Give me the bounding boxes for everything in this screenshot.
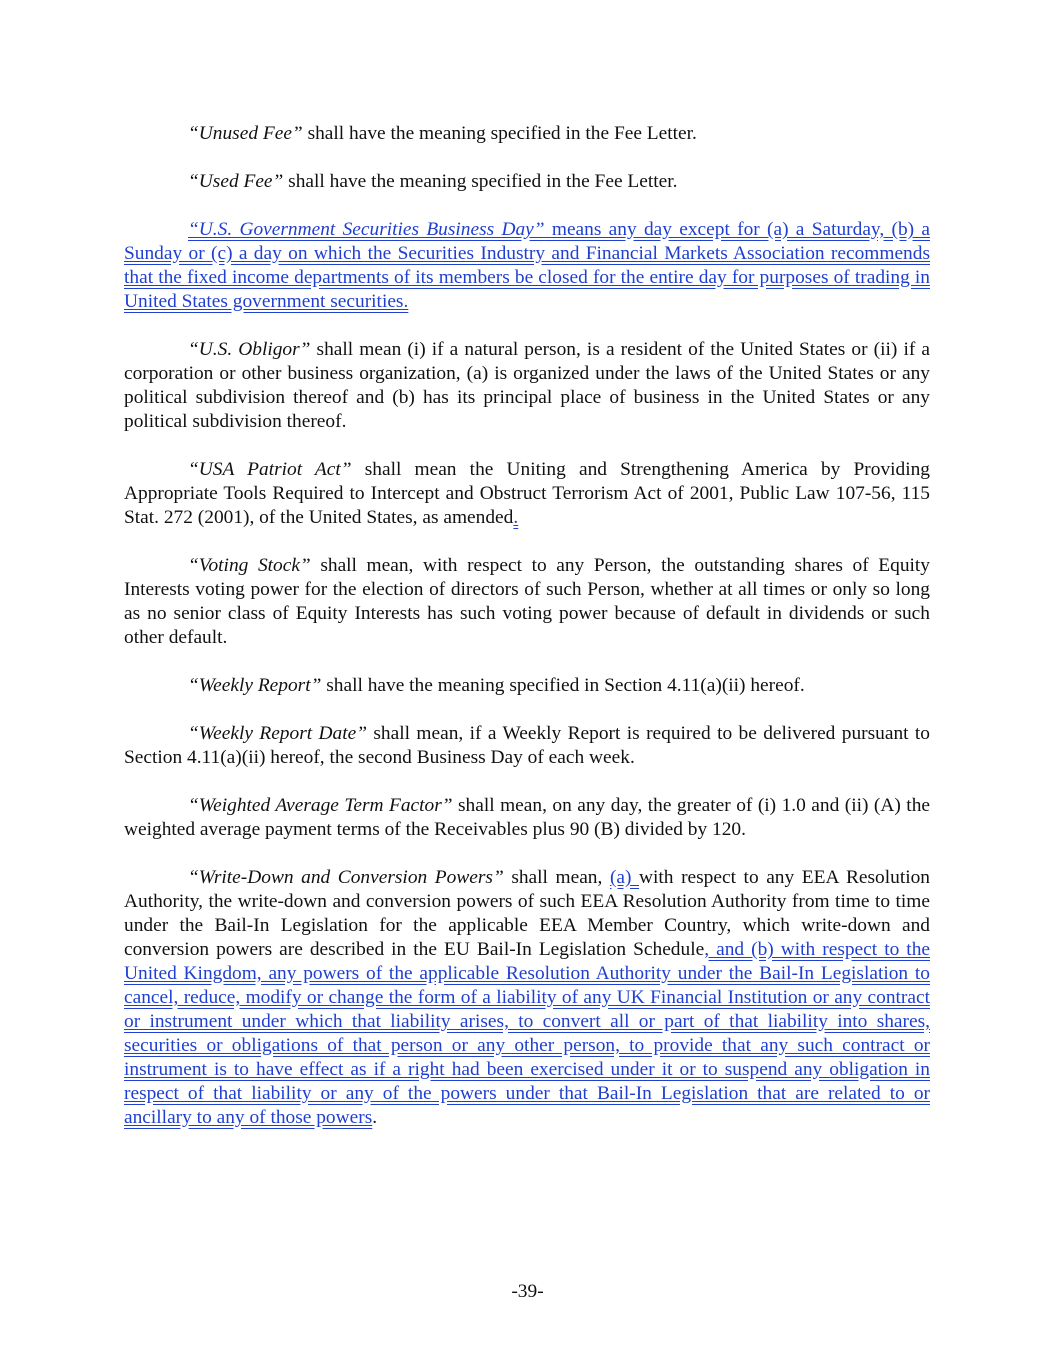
definition-text: shall have the meaning specified in the Fee Letter. (283, 171, 678, 192)
definition-text: means any day except for (a) a Saturday, (b) a Sunday or (c) a day on which the Securities Industry and Financial Markets Association recommends that the fixed income departments of its members be closed for the entire day for purposes of trading in United States government securities. (124, 219, 930, 312)
defined-term: “Used Fee” (188, 171, 284, 192)
definition-text: with respect to any EEA Resolution Authority, the write-down and conversion powers of such EEA Resolution Authority from time to time under the Bail-In Legislation for the applicable EEA Member Country, which write-down and conversion powers are described in the EU Bail-In Legislation Schedule (124, 867, 930, 960)
defined-term: “Weekly Report” (188, 675, 322, 696)
definition-text: . (372, 1107, 378, 1128)
definition-text: shall mean the Uniting and Strengthening America by Providing Appropriate Tools Required to Intercept and Obstruct Terrorism Act of 2001, Public Law 107-56, 115 Stat. 272 (2001), of the United States, as amended (124, 459, 931, 528)
page-number: -39- (511, 1281, 544, 1302)
definition-text: shall mean, with respect to any Person, the outstanding shares of Equity Interests voting power for the election of directors of such Person, whether at all times or only so long as no senior class of Equity Interests has such voting power because of default in dividends or such other default. (124, 555, 930, 648)
defined-term: “Weekly Report Date” (188, 723, 367, 744)
defined-term: “U.S. Government Securities Business Day” (188, 219, 545, 240)
defined-term: “U.S. Obligor” (188, 339, 311, 360)
defined-term: “Unused Fee” (188, 123, 303, 144)
definition-text: shall have the meaning specified in the Fee Letter. (302, 123, 697, 144)
inserted-text: (a) (609, 867, 640, 888)
definition-used-fee (124, 170, 930, 194)
definition-unused-fee (124, 122, 930, 146)
definition-weekly-report (124, 674, 930, 698)
definition-text: shall have the meaning specified in Section 4.11(a)(ii) hereof. (321, 675, 805, 696)
document-body (124, 122, 930, 1154)
definition-weighted-average-term-factor (124, 794, 930, 842)
defined-term: “Write-Down and Conversion Powers” (188, 867, 504, 888)
inserted-text (124, 219, 930, 312)
definition-text: shall mean, if a Weekly Report is required to be delivered pursuant to Section 4.11(a)(ii) hereof, the second Business Day of each week. (124, 723, 931, 768)
definition-us-government-securities-business-day (124, 218, 930, 314)
definition-us-obligor (124, 338, 930, 434)
inserted-text: , and (b) with respect to the United Kingdom, any powers of the applicable Resolution Authority under the Bail-In Legislation to cancel, reduce, modify or change the form of a liability of any UK Financial Institution or any contract or instrument under which that liability arises, to convert all or part of that liability into shares, securities or obligations of that person or any other person, to provide that any such contract or instrument is to have effect as if a right had been exercised under it or to suspend any obligation in respect of that liability or any of the powers under that Bail-In Legislation that are related to or ancillary to any of those powers (124, 939, 930, 1128)
defined-term: “Weighted Average Term Factor” (188, 795, 453, 816)
inserted-text: . (513, 507, 519, 528)
definition-text: shall mean (i) if a natural person, is a resident of the United States or (ii) if a corporation or other business organization, (a) is organized under the laws of the United States or any political subdivision thereof and (b) has its principal place of business in the United States or any political subdivision thereof. (124, 339, 930, 432)
definition-text: shall mean, (503, 867, 610, 888)
defined-term: “USA Patriot Act” (188, 459, 352, 480)
definition-usa-patriot-act (124, 458, 930, 530)
definition-write-down-and-conversion-powers (124, 866, 930, 1130)
definition-voting-stock (124, 554, 930, 650)
definition-text: shall mean, on any day, the greater of (i) 1.0 and (ii) (A) the weighted average payment terms of the Receivables plus 90 (B) divided by 120. (124, 795, 930, 840)
definition-weekly-report-date (124, 722, 930, 770)
defined-term: “Voting Stock” (188, 555, 311, 576)
